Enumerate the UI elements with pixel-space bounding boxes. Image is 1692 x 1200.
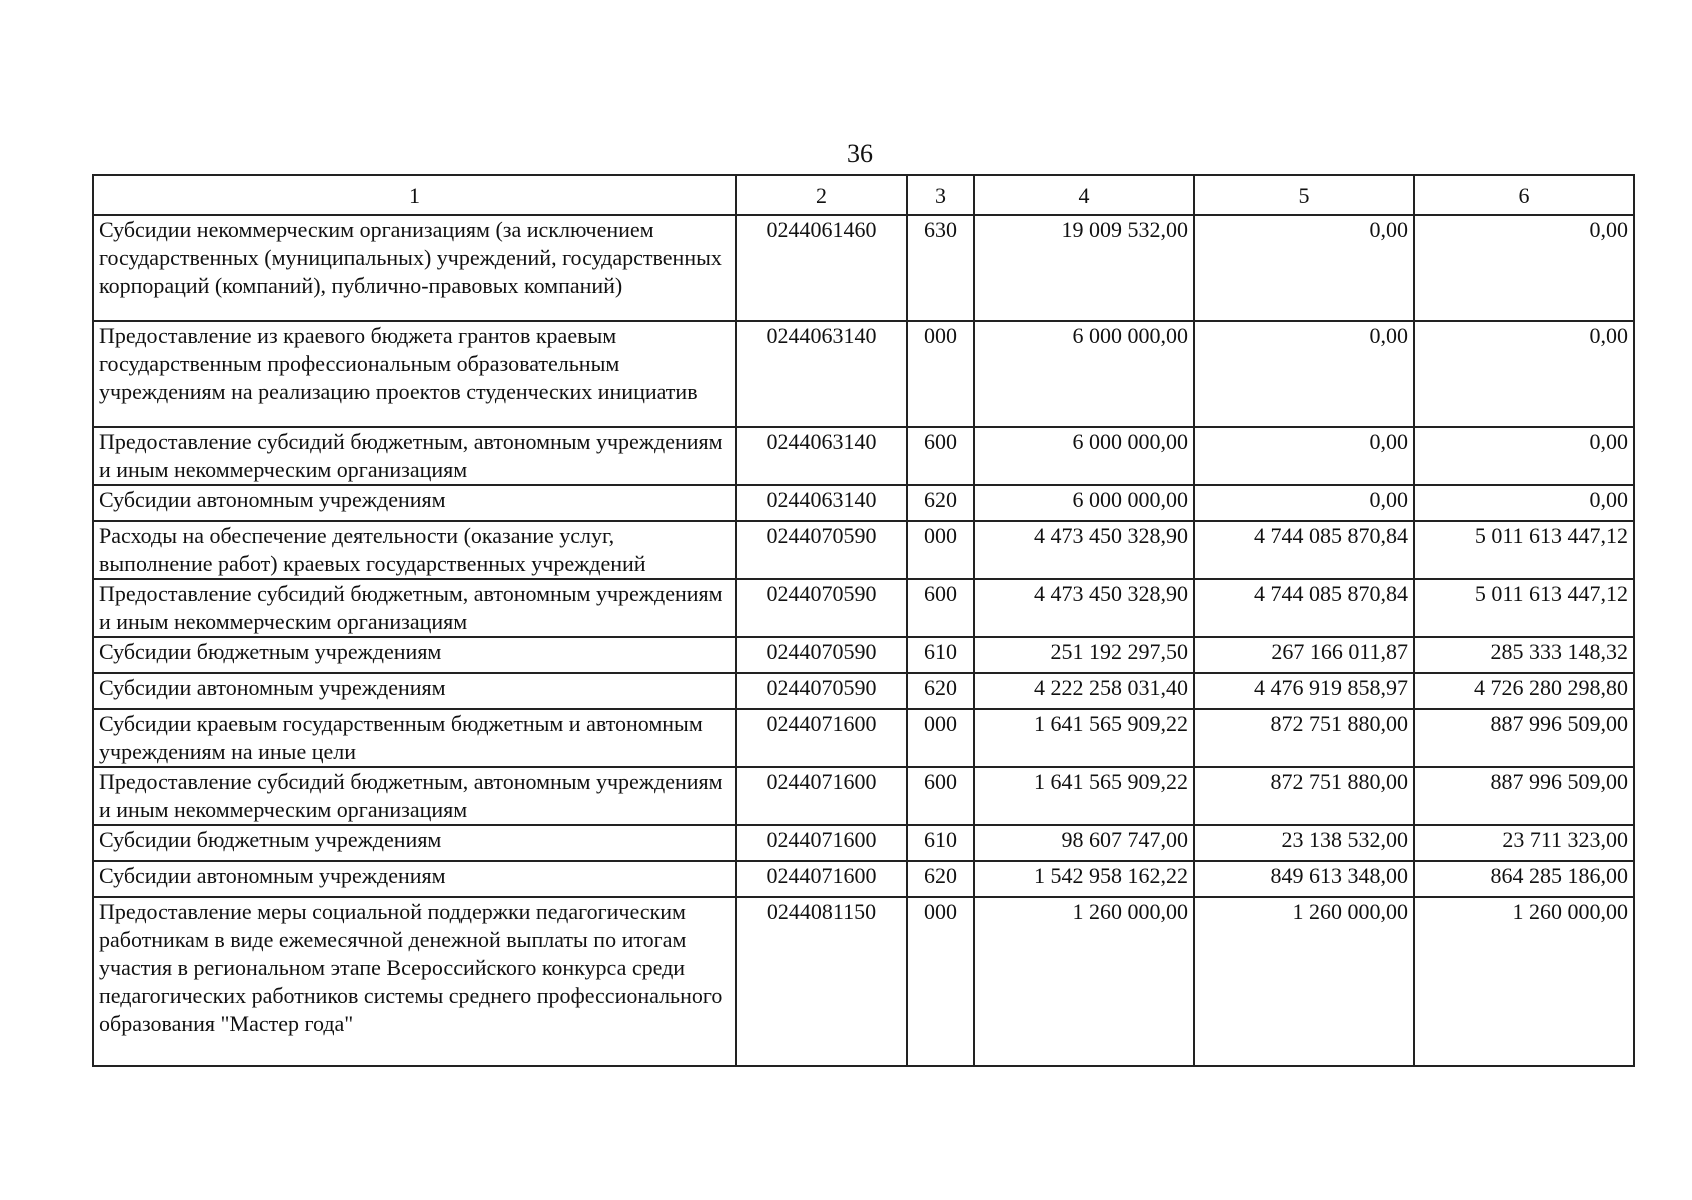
column-header-5: 5 bbox=[1194, 175, 1414, 215]
row-name: Предоставление из краевого бюджета грантов краевым государственным профессиональным образовательным учреждениям на реализацию проектов студенческих инициатив bbox=[93, 321, 736, 427]
table-row bbox=[93, 521, 1634, 579]
row-value-col4: 98 607 747,00 bbox=[974, 825, 1194, 861]
row-name: Субсидии некоммерческим организациям (за исключением государственных (муниципальных) учреждений, государственных корпораций (компаний), публично-правовых компаний) bbox=[93, 215, 736, 321]
row-value-col5: 4 744 085 870,84 bbox=[1194, 579, 1414, 637]
row-name: Субсидии краевым государственным бюджетным и автономным учреждениям на иные цели bbox=[93, 709, 736, 767]
row-code: 0244061460 bbox=[736, 215, 907, 321]
column-header-3: 3 bbox=[907, 175, 974, 215]
row-value-col4: 251 192 297,50 bbox=[974, 637, 1194, 673]
row-expense-type: 600 bbox=[907, 427, 974, 485]
row-name: Предоставление субсидий бюджетным, автономным учреждениям и иным некоммерческим организациям bbox=[93, 767, 736, 825]
row-name: Субсидии автономным учреждениям bbox=[93, 673, 736, 709]
row-expense-type: 000 bbox=[907, 709, 974, 767]
row-name: Предоставление субсидий бюджетным, автономным учреждениям и иным некоммерческим организациям bbox=[93, 427, 736, 485]
row-name: Субсидии автономным учреждениям bbox=[93, 485, 736, 521]
row-value-col6: 5 011 613 447,12 bbox=[1414, 579, 1634, 637]
row-value-col4: 6 000 000,00 bbox=[974, 427, 1194, 485]
page-number: 36 bbox=[847, 139, 873, 168]
row-value-col5: 849 613 348,00 bbox=[1194, 861, 1414, 897]
row-value-col5: 872 751 880,00 bbox=[1194, 767, 1414, 825]
table-row bbox=[93, 321, 1634, 427]
row-value-col4: 4 473 450 328,90 bbox=[974, 521, 1194, 579]
row-value-col4: 6 000 000,00 bbox=[974, 485, 1194, 521]
table-row bbox=[93, 579, 1634, 637]
row-name: Предоставление меры социальной поддержки педагогическим работникам в виде ежемесячной денежной выплаты по итогам участия в региональном этапе Всероссийского конкурса среди педагогических работников системы среднего профессионального образования "Мастер года" bbox=[93, 897, 736, 1066]
row-value-col4: 6 000 000,00 bbox=[974, 321, 1194, 427]
row-code: 0244063140 bbox=[736, 427, 907, 485]
row-value-col4: 1 542 958 162,22 bbox=[974, 861, 1194, 897]
table-row bbox=[93, 709, 1634, 767]
row-code: 0244071600 bbox=[736, 825, 907, 861]
row-expense-type: 610 bbox=[907, 637, 974, 673]
row-expense-type: 610 bbox=[907, 825, 974, 861]
row-value-col4: 1 641 565 909,22 bbox=[974, 709, 1194, 767]
table-row bbox=[93, 427, 1634, 485]
row-name: Субсидии бюджетным учреждениям bbox=[93, 825, 736, 861]
row-expense-type: 630 bbox=[907, 215, 974, 321]
row-code: 0244070590 bbox=[736, 637, 907, 673]
row-value-col6: 0,00 bbox=[1414, 485, 1634, 521]
column-header-1: 1 bbox=[93, 175, 736, 215]
column-header-4: 4 bbox=[974, 175, 1194, 215]
column-header-6: 6 bbox=[1414, 175, 1634, 215]
row-name: Расходы на обеспечение деятельности (оказание услуг, выполнение работ) краевых государственных учреждений bbox=[93, 521, 736, 579]
row-expense-type: 000 bbox=[907, 897, 974, 1066]
row-value-col5: 23 138 532,00 bbox=[1194, 825, 1414, 861]
row-expense-type: 000 bbox=[907, 521, 974, 579]
row-code: 0244071600 bbox=[736, 767, 907, 825]
row-value-col5: 4 744 085 870,84 bbox=[1194, 521, 1414, 579]
row-value-col5: 1 260 000,00 bbox=[1194, 897, 1414, 1066]
row-value-col5: 0,00 bbox=[1194, 321, 1414, 427]
row-name: Предоставление субсидий бюджетным, автономным учреждениям и иным некоммерческим организациям bbox=[93, 579, 736, 637]
row-name: Субсидии бюджетным учреждениям bbox=[93, 637, 736, 673]
row-expense-type: 600 bbox=[907, 767, 974, 825]
row-value-col6: 0,00 bbox=[1414, 321, 1634, 427]
row-value-col6: 1 260 000,00 bbox=[1414, 897, 1634, 1066]
row-value-col5: 267 166 011,87 bbox=[1194, 637, 1414, 673]
column-number-header-row bbox=[93, 175, 1634, 215]
row-expense-type: 620 bbox=[907, 861, 974, 897]
row-value-col6: 0,00 bbox=[1414, 427, 1634, 485]
row-expense-type: 000 bbox=[907, 321, 974, 427]
row-value-col5: 0,00 bbox=[1194, 485, 1414, 521]
row-code: 0244070590 bbox=[736, 521, 907, 579]
row-code: 0244063140 bbox=[736, 321, 907, 427]
row-value-col5: 0,00 bbox=[1194, 215, 1414, 321]
table-row bbox=[93, 215, 1634, 321]
table-row bbox=[93, 861, 1634, 897]
row-expense-type: 620 bbox=[907, 485, 974, 521]
table-row bbox=[93, 897, 1634, 1066]
row-code: 0244070590 bbox=[736, 673, 907, 709]
row-value-col5: 4 476 919 858,97 bbox=[1194, 673, 1414, 709]
table-row bbox=[93, 637, 1634, 673]
row-code: 0244071600 bbox=[736, 861, 907, 897]
budget-table bbox=[92, 174, 1635, 1067]
row-code: 0244081150 bbox=[736, 897, 907, 1066]
row-code: 0244071600 bbox=[736, 709, 907, 767]
table-row bbox=[93, 485, 1634, 521]
table-row bbox=[93, 767, 1634, 825]
row-value-col5: 0,00 bbox=[1194, 427, 1414, 485]
row-value-col6: 887 996 509,00 bbox=[1414, 767, 1634, 825]
row-value-col6: 285 333 148,32 bbox=[1414, 637, 1634, 673]
column-header-2: 2 bbox=[736, 175, 907, 215]
row-value-col4: 19 009 532,00 bbox=[974, 215, 1194, 321]
row-code: 0244070590 bbox=[736, 579, 907, 637]
row-value-col4: 4 222 258 031,40 bbox=[974, 673, 1194, 709]
row-value-col6: 0,00 bbox=[1414, 215, 1634, 321]
row-expense-type: 620 bbox=[907, 673, 974, 709]
row-value-col6: 4 726 280 298,80 bbox=[1414, 673, 1634, 709]
row-value-col6: 5 011 613 447,12 bbox=[1414, 521, 1634, 579]
row-value-col6: 887 996 509,00 bbox=[1414, 709, 1634, 767]
row-value-col6: 864 285 186,00 bbox=[1414, 861, 1634, 897]
table-row bbox=[93, 673, 1634, 709]
row-value-col4: 1 641 565 909,22 bbox=[974, 767, 1194, 825]
table-row bbox=[93, 825, 1634, 861]
row-value-col4: 4 473 450 328,90 bbox=[974, 579, 1194, 637]
row-value-col4: 1 260 000,00 bbox=[974, 897, 1194, 1066]
row-expense-type: 600 bbox=[907, 579, 974, 637]
row-code: 0244063140 bbox=[736, 485, 907, 521]
row-value-col5: 872 751 880,00 bbox=[1194, 709, 1414, 767]
row-value-col6: 23 711 323,00 bbox=[1414, 825, 1634, 861]
row-name: Субсидии автономным учреждениям bbox=[93, 861, 736, 897]
